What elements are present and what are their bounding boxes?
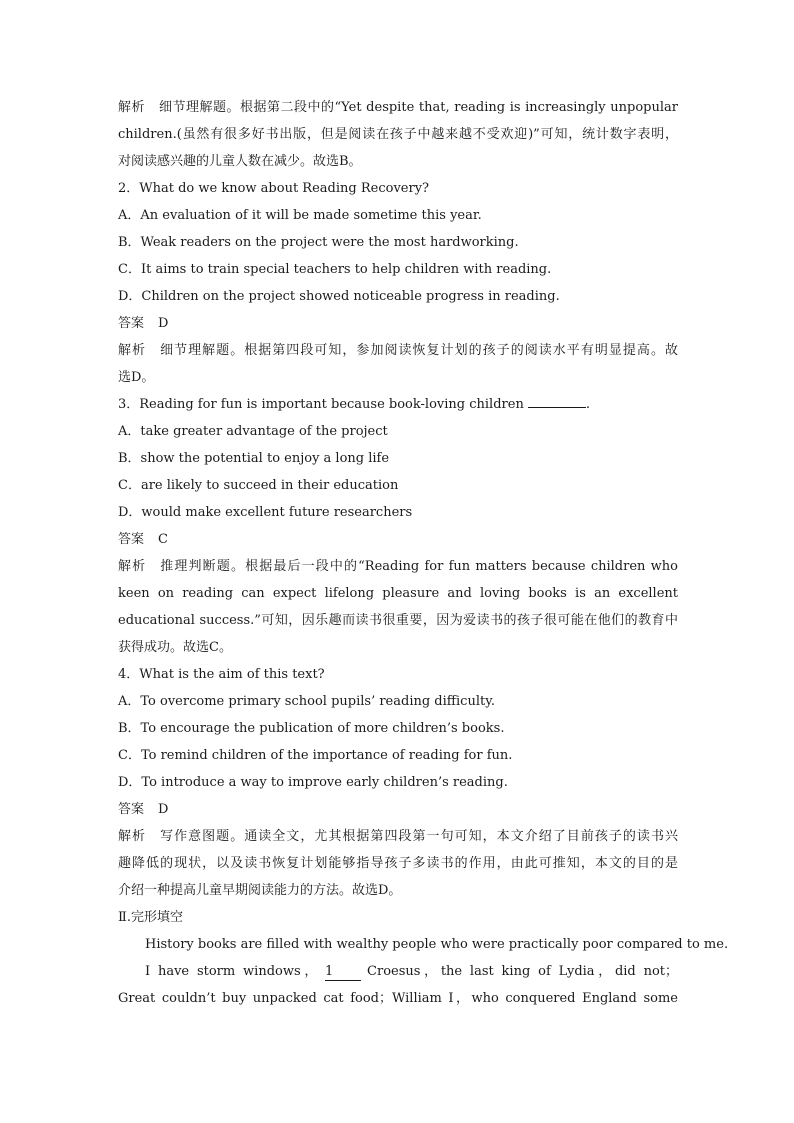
cloze-blank-1: 1 <box>325 964 361 981</box>
q2-option-d: D．Children on the project showed noticeable progress in reading. <box>118 289 560 304</box>
q3-analysis-line: keen on reading can expect lifelong pleasure and loving books is an excellent <box>118 586 678 601</box>
analysis-label: 解析 <box>118 829 147 844</box>
q4-analysis-line: 解析 写作意图题。通读全文，尤其根据第四段第一句可知，本文介绍了目前孩子的读书兴 <box>118 829 678 844</box>
q2-option-a: A．An evaluation of it will be made sometime this year. <box>118 208 482 223</box>
page-content <box>118 94 729 1012</box>
q3-option-b: B．show the potential to enjoy a long life <box>118 451 390 466</box>
q3-option-a: A．take greater advantage of the project <box>118 424 388 439</box>
analysis-label: 解析 <box>118 100 146 115</box>
q3-option-c: C．are likely to succeed in their education <box>118 478 399 493</box>
answer-label: 答案 <box>118 532 145 547</box>
answer-value: D <box>158 316 169 331</box>
q2-option-c: C．It aims to train special teachers to help children with reading. <box>118 262 552 277</box>
answer-label: 答案 <box>118 802 145 817</box>
q1-analysis-line: 解析 细节理解题。根据第二段中的“Yet despite that, reading is increasingly unpopular <box>118 100 678 115</box>
q4-option-a: A．To overcome primary school pupils’ reading difficulty. <box>118 694 495 709</box>
q4-option-d: D．To introduce a way to improve early children’s reading. <box>118 775 508 790</box>
q4-analysis-line: 介绍一种提高儿童早期阅读能力的方法。故选D。 <box>118 883 402 898</box>
answer-blank <box>528 407 586 408</box>
q1-analysis-line: children.(虽然有很多好书出版，但是阅读在孩子中越来越不受欢迎)”可知，统计数字表明， <box>118 127 678 142</box>
answer-value: D <box>158 802 169 817</box>
question-stem-4: 4．What is the aim of this text? <box>118 667 325 682</box>
q4-option-c: C．To remind children of the importance of reading for fun. <box>118 748 513 763</box>
q4-answer <box>118 796 678 823</box>
answer-label: 答案 <box>118 316 145 331</box>
q3-analysis-line: 获得成功。故选C。 <box>118 640 232 655</box>
question-stem-2: 2．What do we know about Reading Recovery? <box>118 181 430 196</box>
q1-analysis-line: 对阅读感兴趣的儿童人数在减少。故选B。 <box>118 154 362 169</box>
q2-analysis-line: 选D。 <box>118 370 155 385</box>
passage-paragraph: I have storm windows， 1 Croesus，the last king of Lydia，did not； <box>145 964 678 979</box>
q4-option-b: B．To encourage the publication of more children’s books. <box>118 721 505 736</box>
q4-analysis-line: 趣降低的现状，以及读书恢复计划能够指导孩子多读书的作用，由此可推知，本文的目的是 <box>118 856 678 871</box>
analysis-label: 解析 <box>118 559 147 574</box>
q3-analysis-line: educational success.”可知，因乐趣而读书很重要，因为爱读书的孩子很可能在他们的教育中 <box>118 613 678 628</box>
q2-answer <box>118 310 678 337</box>
q2-option-b: B．Weak readers on the project were the most hardworking. <box>118 235 519 250</box>
passage-line: Great couldn’t buy unpacked cat food；William Ⅰ，who conquered England some <box>118 991 678 1006</box>
answer-value: C <box>158 532 168 547</box>
q3-answer <box>118 526 678 553</box>
analysis-label: 解析 <box>118 343 147 358</box>
q3-analysis-line: 解析 推理判断题。根据最后一段中的“Reading for fun matters because children who <box>118 559 678 574</box>
question-stem-3: 3．Reading for fun is important because book-loving children . <box>118 397 590 412</box>
passage-paragraph: History books are filled with wealthy people who were practically poor compared to me. <box>145 937 729 952</box>
q3-option-d: D．would make excellent future researchers <box>118 505 413 520</box>
section-heading: Ⅱ.完形填空 <box>118 910 183 925</box>
q2-analysis-line: 解析 细节理解题。根据第四段可知，参加阅读恢复计划的孩子的阅读水平有明显提高。故 <box>118 343 678 358</box>
